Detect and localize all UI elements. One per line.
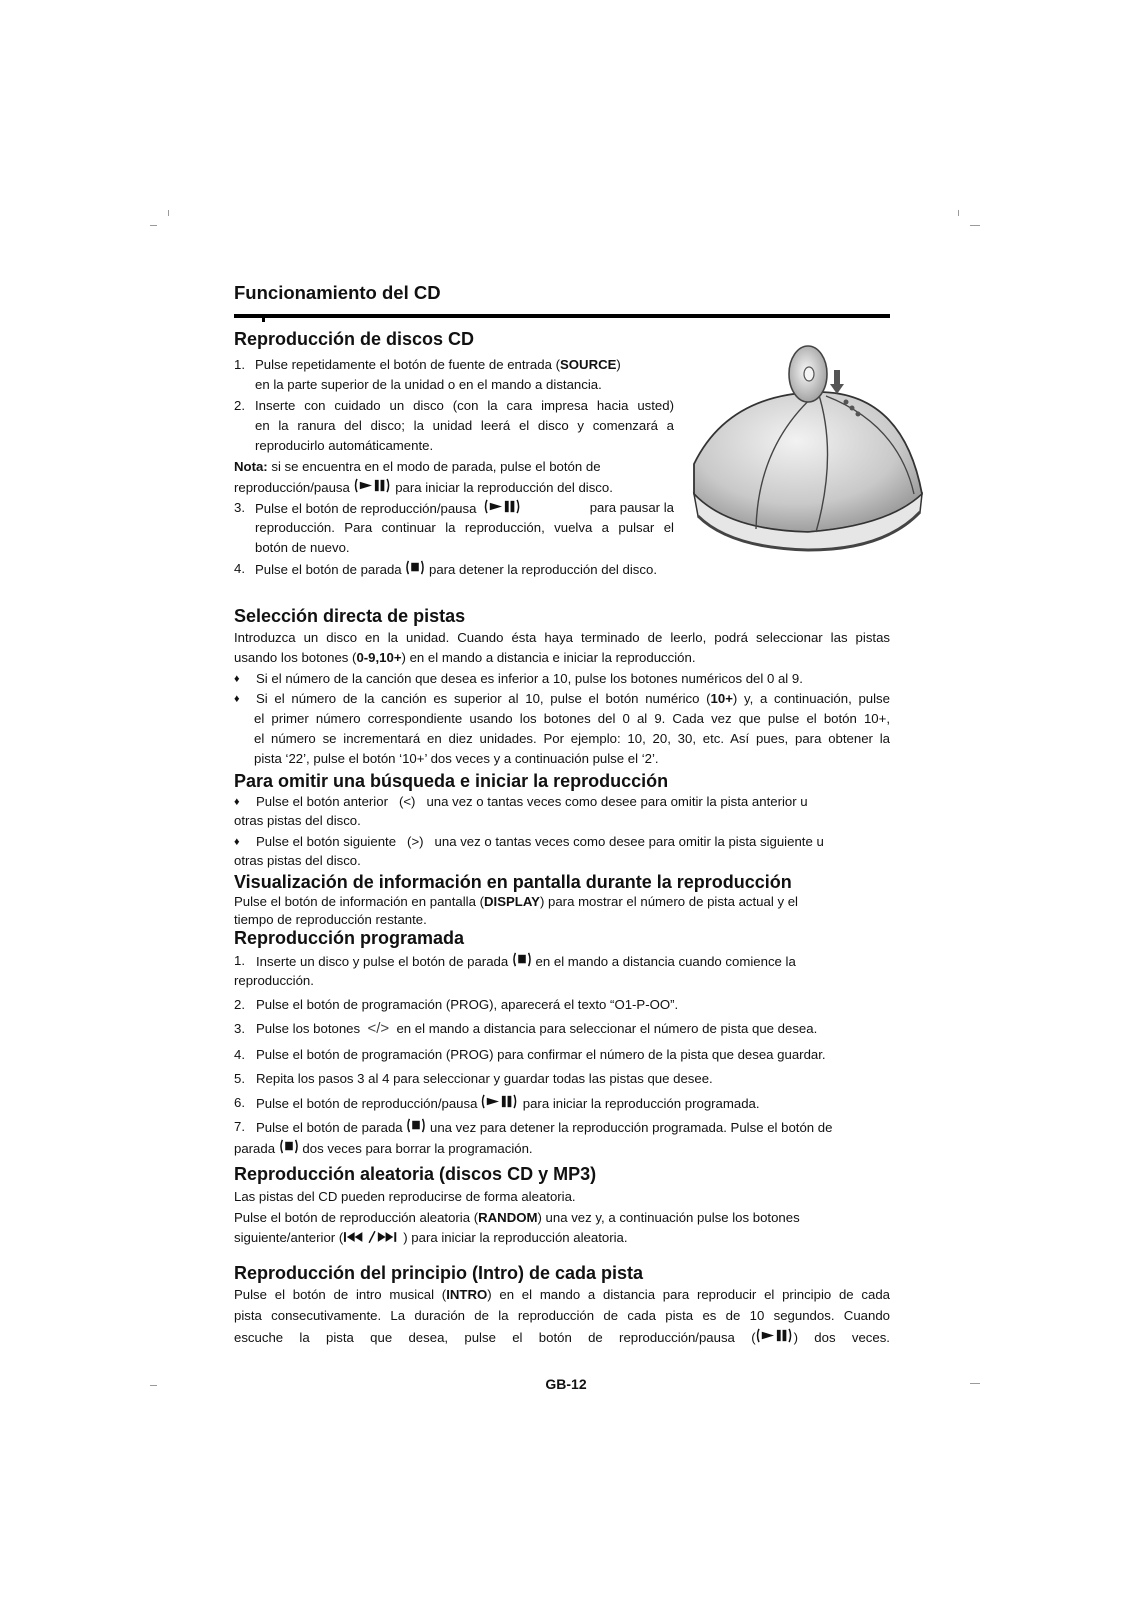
cd-step-3-line3: botón de nuevo. <box>255 540 350 555</box>
direct-bullet-2-line4: pista ‘22’, pulse el botón ‘10+’ dos veces y a continuación pulse el ‘2’. <box>254 751 659 766</box>
skip-bullet-1: Pulse el botón anterior (<) una vez o tantas veces como desee para omitir la pista anterior u <box>256 794 808 809</box>
note-label: Nota: <box>234 459 268 474</box>
step-number: 5. <box>234 1071 245 1086</box>
cd-step-1-line2: en la parte superior de la unidad o en el mando a distancia. <box>255 377 602 392</box>
cd-step-3-line2: reproducción. Para continuar la reproducción, vuelva a pulsar el <box>255 520 674 535</box>
diamond-bullet: ♦ <box>234 673 240 685</box>
step-number: 4. <box>234 561 245 576</box>
step-number: 2. <box>234 997 245 1012</box>
title-rule <box>234 314 890 318</box>
skip-bullet-1-line2: otras pistas del disco. <box>234 813 361 828</box>
section-title-display: Visualización de información en pantalla durante la reproducción <box>234 872 792 892</box>
crop-mark <box>958 210 959 216</box>
prog-step-7: Pulse el botón de parada una vez para detener la reproducción programada. Pulse el botón de <box>256 1117 832 1138</box>
prev-next-icon <box>343 1230 403 1244</box>
play-pause-icon <box>756 1327 794 1344</box>
cd-note-line2: reproducción/pausa para iniciar la reproducción del disco. <box>234 477 613 498</box>
section-title-intro: Reproducción del principio (Intro) de cada pista <box>234 1263 644 1283</box>
intro-line2: pista consecutivamente. La duración de la reproducción de cada pista es de 10 segundos. Cuando <box>234 1308 890 1323</box>
play-pause-icon <box>484 498 522 515</box>
random-line1: Las pistas del CD pueden reproducirse de forma aleatoria. <box>234 1189 576 1204</box>
section-title-random: Reproducción aleatoria (discos CD y MP3) <box>234 1164 597 1184</box>
skip-bullet-2: Pulse el botón siguiente (>) una vez o tantas veces como desee para omitir la pista siguiente u <box>256 834 824 849</box>
stop-icon <box>512 951 532 968</box>
diamond-bullet: ♦ <box>234 796 240 808</box>
direct-intro-line1: Introduzca un disco en la unidad. Cuando ésta haya terminado de leerlo, podrá seleccionar las pistas <box>234 630 890 645</box>
step-number: 6. <box>234 1095 245 1110</box>
step-number: 7. <box>234 1119 245 1134</box>
step-number: 1. <box>234 953 245 968</box>
cd-step-4: Pulse el botón de parada para detener la reproducción del disco. <box>255 559 657 580</box>
prog-step-6: Pulse el botón de reproducción/pausa para iniciar la reproducción programada. <box>256 1093 760 1114</box>
step-number: 2. <box>234 398 245 413</box>
display-line2: tiempo de reproducción restante. <box>234 912 427 927</box>
cd-step-1: Pulse repetidamente el botón de fuente de entrada (SOURCE) <box>255 357 621 372</box>
intro-line3: escuche la pista que desea, pulse el botón de reproducción/pausa ( ) dos veces. <box>234 1327 890 1348</box>
prog-step-4: Pulse el botón de programación (PROG) para confirmar el número de la pista que desea guardar. <box>256 1047 826 1062</box>
direct-bullet-2-line3: el número se incrementará en diez unidades. Por ejemplo: 10, 20, 30, etc. Así pues, para obtener la <box>254 731 890 746</box>
diamond-bullet: ♦ <box>234 693 240 705</box>
intro-line1: Pulse el botón de intro musical (INTRO) en el mando a distancia para reproducir el principio de cada <box>234 1287 890 1302</box>
prev-symbol: (<) <box>398 794 416 809</box>
play-pause-icon <box>481 1093 519 1110</box>
prog-step-7-line2: parada dos veces para borrar la programación. <box>234 1138 533 1159</box>
stop-icon <box>406 1117 426 1134</box>
crop-mark <box>150 225 157 226</box>
diamond-bullet: ♦ <box>234 836 240 848</box>
cd-note: Nota: si se encuentra en el modo de parada, pulse el botón de <box>234 459 601 474</box>
skip-bullet-2-line2: otras pistas del disco. <box>234 853 361 868</box>
step-number: 3. <box>234 1021 245 1036</box>
prog-step-5: Repita los pasos 3 al 4 para seleccionar y guardar todas las pistas que desee. <box>256 1071 713 1086</box>
cd-unit-illustration <box>688 344 932 552</box>
stop-icon <box>279 1138 299 1155</box>
cd-step-3: Pulse el botón de reproducción/pausa para pausar la <box>255 500 674 516</box>
step-number: 4. <box>234 1047 245 1062</box>
random-line2: Pulse el botón de reproducción aleatoria (RANDOM) una vez y, a continuación pulse los botones <box>234 1210 800 1225</box>
direct-bullet-1: Si el número de la canción que desea es inferior a 10, pulse los botones numéricos del 0 al 9. <box>256 671 803 686</box>
section-title-cd-playback: Reproducción de discos CD <box>234 329 475 349</box>
page-title: Funcionamiento del CD <box>234 282 441 303</box>
cd-step-2-line3: reproducirlo automáticamente. <box>255 438 434 453</box>
prev-next-symbol: </> <box>367 1020 390 1037</box>
step-number: 3. <box>234 500 245 515</box>
prog-step-1-line2: reproducción. <box>234 973 314 988</box>
stop-icon <box>405 559 425 576</box>
section-title-direct-select: Selección directa de pistas <box>234 606 466 626</box>
random-line3: siguiente/anterior ( ) para iniciar la reproducción aleatoria. <box>234 1230 628 1245</box>
direct-bullet-2: Si el número de la canción es superior al 10, pulse el botón numérico (10+) y, a continuación, pulse <box>256 691 890 706</box>
crop-mark <box>970 225 980 226</box>
cd-step-2: Inserte con cuidado un disco (con la cara impresa hacia usted) <box>255 398 674 413</box>
prog-step-2: Pulse el botón de programación (PROG), aparecerá el texto “O1-P-OO”. <box>256 997 679 1012</box>
title-rule-tick <box>262 316 265 322</box>
cd-step-2-line2: en la ranura del disco; la unidad leerá el disco y comenzará a <box>255 418 674 433</box>
prog-step-1: Inserte un disco y pulse el botón de parada en el mando a distancia cuando comience la <box>256 951 796 972</box>
direct-bullet-2-line2: el primer número correspondiente usando los botones del 0 al 9. Cada vez que pulse el botón 10+, <box>254 711 890 726</box>
section-title-skip: Para omitir una búsqueda e iniciar la reproducción <box>234 771 669 791</box>
section-title-programmed: Reproducción programada <box>234 928 465 948</box>
play-pause-icon <box>354 477 392 494</box>
prog-step-3: Pulse los botones </> en el mando a distancia para seleccionar el número de pista que desea. <box>256 1020 818 1037</box>
step-number: 1. <box>234 357 245 372</box>
next-symbol: (>) <box>407 834 424 849</box>
direct-intro-line2: usando los botones (0-9,10+) en el mando a distancia e iniciar la reproducción. <box>234 650 696 665</box>
crop-mark <box>168 210 169 216</box>
display-line1: Pulse el botón de información en pantalla (DISPLAY) para mostrar el número de pista actual y el <box>234 894 798 909</box>
page-number: GB-12 <box>545 1376 587 1392</box>
